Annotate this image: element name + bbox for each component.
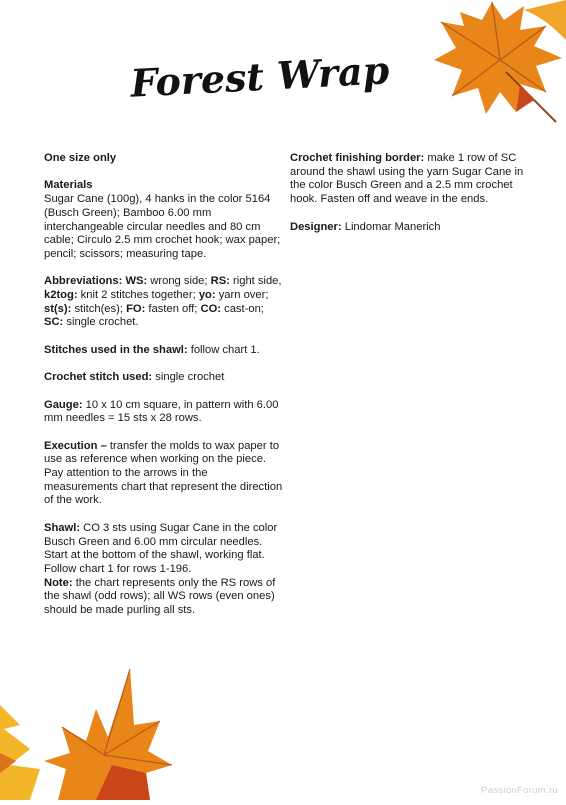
stitches-text: follow chart 1. bbox=[187, 343, 260, 356]
watermark: PassionForum.ru bbox=[481, 785, 558, 796]
stitches-section bbox=[44, 344, 284, 358]
border-text: make 1 row of SC around the shawl using the yarn Sugar Cane in the color Busch Green and a 2.5 mm crochet hook. Fasten off and weave in the ends. bbox=[290, 152, 524, 206]
shawl-section bbox=[44, 522, 284, 618]
materials-heading: Materials bbox=[44, 179, 93, 192]
abbr-fo-text: fasten off; bbox=[145, 302, 201, 315]
execution-section bbox=[44, 440, 284, 509]
abbr-co-text: cast-on; bbox=[221, 302, 264, 315]
maple-leaf-bottom-left bbox=[0, 665, 175, 800]
maple-leaf-top-right bbox=[416, 0, 566, 130]
gauge-text: 10 x 10 cm square, in pattern with 6.00 mm needles = 15 sts x 28 rows. bbox=[44, 398, 279, 425]
abbr-k2tog-text: knit 2 stitches together; bbox=[77, 289, 199, 301]
materials-text: Sugar Cane (100g), 4 hanks in the color 5164 (Busch Green); Bamboo 6.00 mm interchangeable circular needles and 80 cm cable; Circulo 2.5 mm crochet hook; wax paper; pencil; scissors; measuring tape. bbox=[44, 193, 281, 260]
materials-section bbox=[44, 179, 284, 261]
border-section bbox=[290, 152, 535, 207]
abbr-yo-text: yarn over; bbox=[215, 289, 269, 301]
note-label: Note: bbox=[44, 576, 73, 589]
page-title bbox=[129, 40, 391, 115]
gauge-label: Gauge: bbox=[44, 398, 83, 411]
title-text: Forest Wrap bbox=[129, 47, 391, 106]
left-column bbox=[44, 152, 284, 631]
abbr-sc-text: single crochet. bbox=[63, 316, 139, 329]
abbr-rs-text: right side, bbox=[229, 275, 282, 288]
abbr-sts-label: st(s): bbox=[44, 302, 72, 315]
border-label: Crochet finishing border: bbox=[290, 152, 425, 164]
execution-label: Execution – bbox=[44, 439, 107, 452]
abbr-co-label: CO: bbox=[200, 302, 221, 315]
abbr-ws-text: wrong side; bbox=[147, 275, 211, 288]
abbreviations-section bbox=[44, 275, 284, 330]
crochet-stitch-label: Crochet stitch used: bbox=[44, 371, 153, 384]
stitches-label: Stitches used in the shawl: bbox=[44, 343, 188, 356]
abbr-yo-label: yo: bbox=[198, 289, 216, 301]
note-text: the chart represents only the RS rows of the shawl (odd rows); all WS rows (even ones) should be made purling all sts. bbox=[44, 576, 276, 617]
gauge-section bbox=[44, 399, 284, 426]
abbr-ws-label: WS: bbox=[125, 275, 148, 288]
designer-label: Designer: bbox=[290, 220, 342, 233]
shawl-label: Shawl: bbox=[44, 521, 81, 534]
abbr-fo-label: FO: bbox=[126, 302, 146, 315]
abbr-sts-text: stitch(es); bbox=[71, 302, 127, 315]
abbr-sc-label: SC: bbox=[44, 316, 64, 329]
abbr-rs-label: RS: bbox=[210, 275, 230, 288]
execution-text: transfer the molds to wax paper to use as reference when working on the piece. Pay attention to the arrows in the measurements chart that represent the direction of the work. bbox=[44, 439, 283, 507]
crochet-stitch-section bbox=[44, 371, 284, 385]
abbr-k2tog-label: k2tog: bbox=[44, 289, 78, 301]
right-column bbox=[290, 152, 535, 248]
size-note: One size only bbox=[44, 152, 117, 164]
abbreviations-label: Abbreviations: bbox=[44, 275, 123, 288]
crochet-stitch-text: single crochet bbox=[152, 371, 225, 384]
designer-section bbox=[290, 221, 535, 235]
shawl-text: CO 3 sts using Sugar Cane in the color Busch Green and 6.00 mm circular needles. Start at the bottom of the shawl, working flat. Follow chart 1 for rows 1-196. bbox=[44, 521, 278, 575]
designer-text: Lindomar Manerich bbox=[341, 220, 441, 233]
